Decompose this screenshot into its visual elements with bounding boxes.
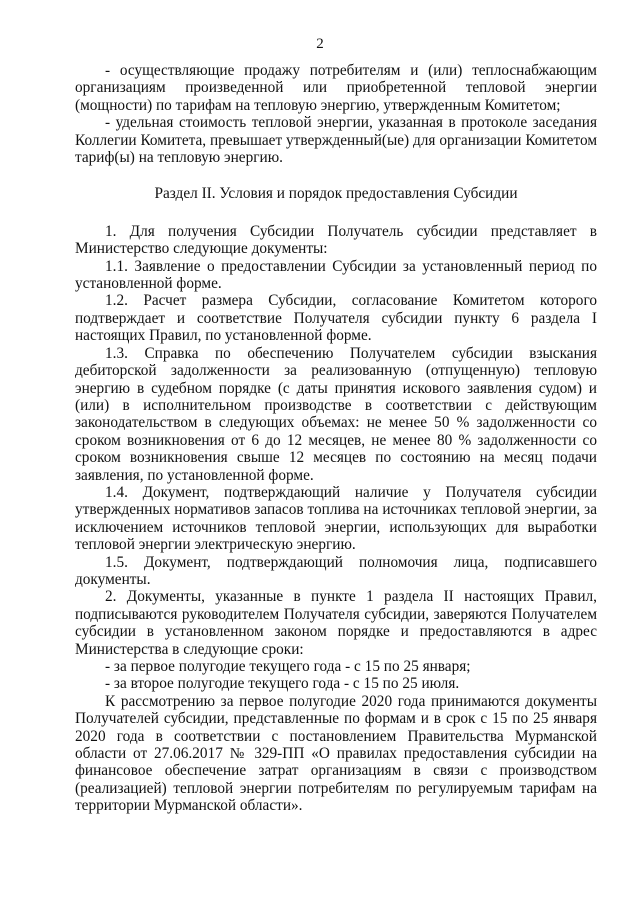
paragraph-second-half-deadline: - за второе полугодие текущего года - с 15 по 25 июля. [105, 675, 460, 693]
paragraph-specific-cost: - удельная стоимость тепловой энергии, указанная в протоколе заседания Коллегии Комитета, превышает утвержденный(ые) для организации Комитетом тариф(ы) на тепловую энергию. [75, 114, 597, 167]
paragraph-item-1-5: 1.5. Документ, подтверждающий полномочия лица, подписавшего документы. [75, 553, 597, 588]
section-heading: Раздел II. Условия и порядок предоставления Субсидии [154, 185, 518, 203]
page-number: 2 [316, 36, 324, 52]
paragraph-item-1-1: 1.1. Заявление о предоставлении Субсидии за установленный период по установленной форме. [75, 257, 597, 293]
paragraph-item-1-2: 1.2. Расчет размера Субсидии, согласование Комитетом которого подтверждает и соответствие Получателя субсидии пункту 6 раздела I настоящих Правил, по установленной форме. [75, 292, 597, 345]
paragraph-item-1-4: 1.4. Документ, подтверждающий наличие у Получателя субсидии утвержденных нормативов запасов топлива на источниках тепловой энергии, за исключением источников тепловой энергии, использующих для выработки тепловой энергии электрическую энергию. [75, 483, 597, 554]
paragraph-2020-review: К рассмотрению за первое полугодие 2020 года принимаются документы Получателей субсидии, представленные по формам и в срок с 15 по 25 января 2020 года в соответствии с постановлением Правительства Мурманской области от 27.06.2017 № 329-ПП «О правилах предоставления субсидии на финансовое обеспечение затрат организациям в связи с производством (реализацией) тепловой энергии потребителям по регулируемым тарифам на территории Мурманской области». [75, 692, 597, 815]
paragraph-first-half-deadline: - за первое полугодие текущего года - с 15 по 25 января; [105, 658, 471, 675]
paragraph-sellers: - осуществляющие продажу потребителям и (или) теплоснабжающим организациям произведенной или приобретенной тепловой энергии (мощности) по тарифам на тепловую энергию, утвержденным Комитетом; [75, 62, 597, 114]
paragraph-item-2: 2. Документы, указанные в пункте 1 раздела II настоящих Правил, подписываются руководителем Получателя субсидии, заверяются Получателем субсидии в установленном законом порядке и предоставляются в адрес Министерства в следующие сроки: [75, 588, 597, 658]
paragraph-item-1-3: 1.3. Справка по обеспечению Получателем субсидии взыскания дебиторской задолженности за реализованную (отпущенную) тепловую энергию в судебном порядке (с даты принятия искового заявления судом) и (или) в исполнительном производстве в соответствии с действующим законодательством в следующих объемах: не менее 50 % задолженности со сроком возникновения от 6 до 12 месяцев, не менее 80 % задолженности со сроком возникновения свыше 12 месяцев по состоянию на месяц подачи заявления, по установленной форме. [75, 344, 597, 484]
paragraph-item-1: 1. Для получения Субсидии Получатель субсидии представляет в Министерство следующие документы: [75, 222, 597, 258]
document-body [75, 62, 597, 815]
